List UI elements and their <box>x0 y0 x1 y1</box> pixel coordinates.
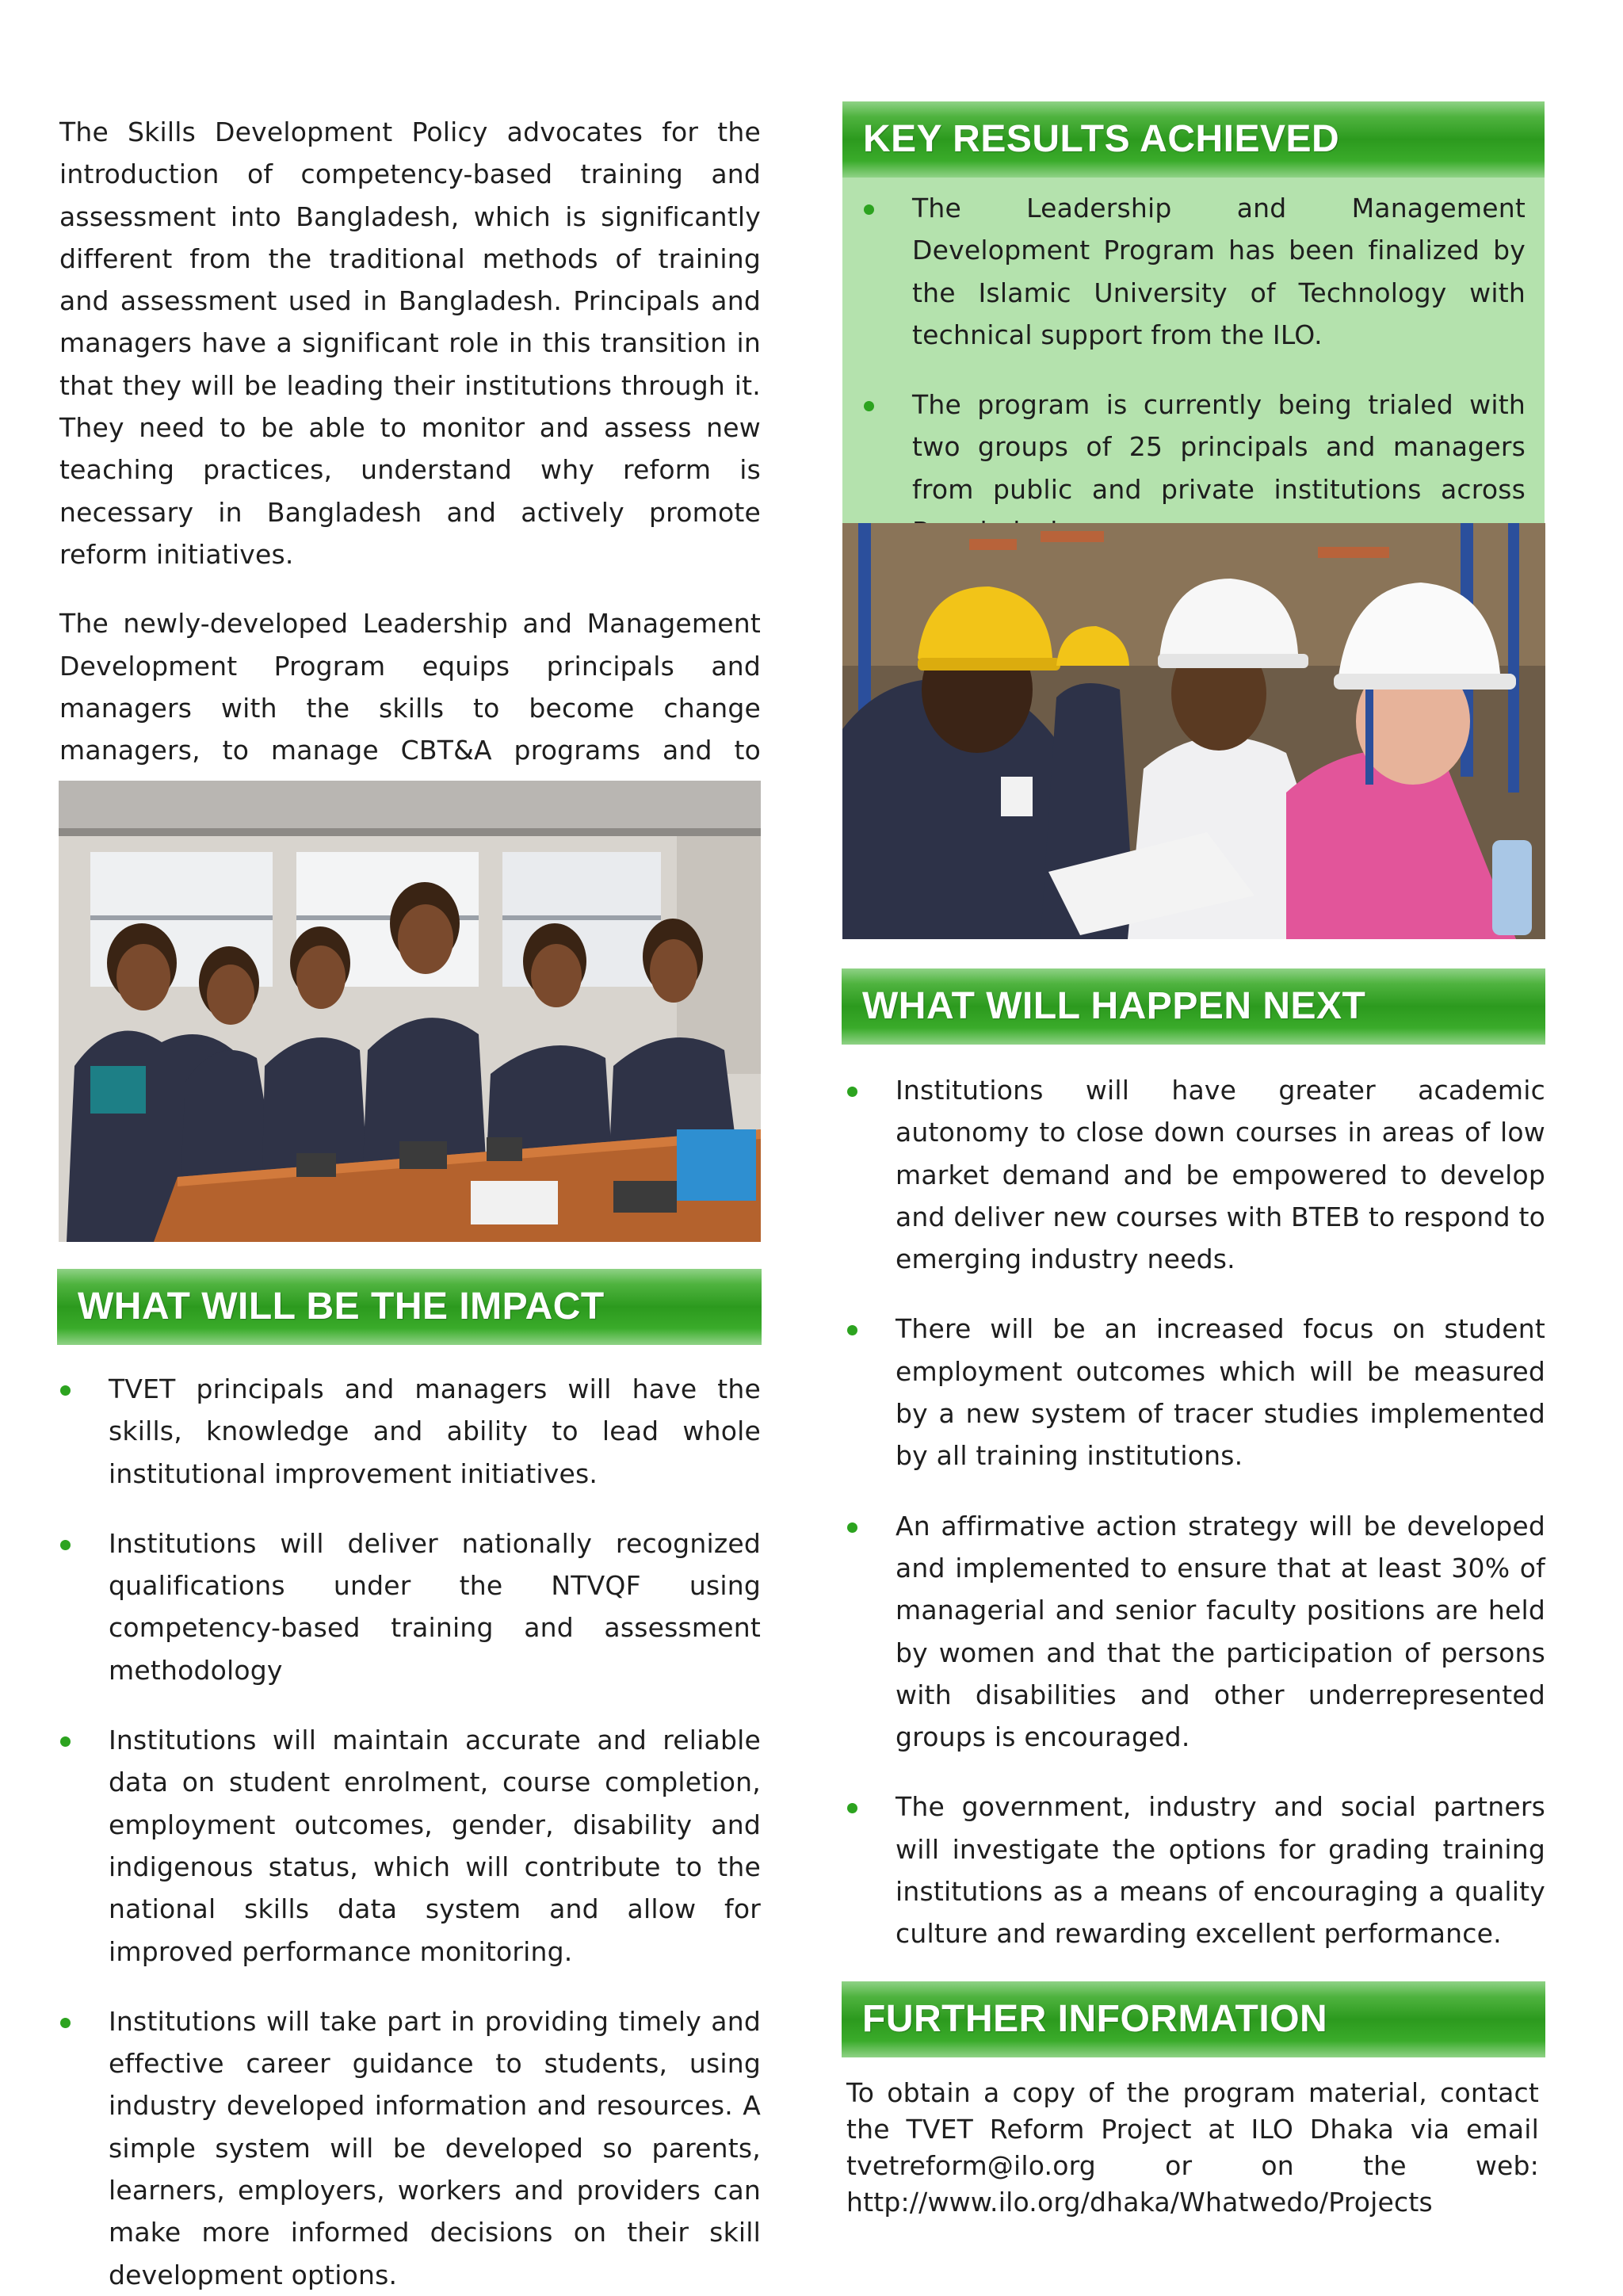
bullet-icon <box>60 1736 71 1747</box>
bullet-icon <box>60 1540 71 1550</box>
hard-hat-inspection-photo <box>842 523 1545 939</box>
students-workshop-photo <box>59 781 761 1242</box>
list-item: An affirmative action strategy will be developed and implemented to ensure that at least 30% of managerial and senior faculty positions are held by women and that the participation of persons with disabilities and other underrepresented groups is encouraged. <box>846 1505 1545 1759</box>
intro-section <box>59 111 761 814</box>
bullet-icon <box>864 204 874 215</box>
list-item: The government, industry and social partners will investigate the options for grading training institutions as a means of encouraging a quality culture and rewarding excellent performance. <box>846 1786 1545 1954</box>
bullet-icon <box>864 401 874 411</box>
intro-paragraph-2: The newly-developed Leadership and Management Development Program equips principals and managers with the skills to become change managers, to manage CBT&A programs and to <box>59 608 761 766</box>
bullet-icon <box>60 1385 71 1396</box>
list-item: The Leadership and Management Development Program has been finalized by the Islamic University of Technology with technical support from the ILO. <box>863 187 1526 356</box>
list-item: Institutions will deliver nationally recognized qualifications under the NTVQF using competency-based training and assessment methodology <box>59 1522 761 1691</box>
list-item: Institutions will have greater academic autonomy to close down courses in areas of low market demand and be empowered to develop and deliver new courses with BTEB to respond to emerging industry needs. <box>846 1069 1545 1280</box>
list-item: The program is currently being trialed with two groups of 25 principals and managers from public and private institutions across <box>863 384 1526 552</box>
bullet-icon <box>847 1087 857 1097</box>
further-info-text: To obtain a copy of the program material, contact the TVET Reform Project at ILO Dhaka via email tvetreform@ilo.org or on the web: http://www.ilo.org/dhaka/Whatwedo/Projects <box>846 2077 1539 2218</box>
bullet-icon <box>60 2018 71 2028</box>
further-info-heading: FURTHER INFORMATION <box>842 1981 1545 2057</box>
bullet-icon <box>847 1522 857 1533</box>
list-item: There will be an increased focus on student employment outcomes which will be measured by a new system of tracer studies implemented by all training institutions. <box>846 1308 1545 1477</box>
bullet-icon <box>847 1803 857 1813</box>
next-list <box>846 1069 1545 1955</box>
impact-heading: WHAT WILL BE THE IMPACT <box>57 1269 762 1345</box>
key-results-list <box>863 187 1526 552</box>
list-item: Institutions will maintain accurate and reliable data on student enrolment, course completion, employment outcomes, gender, disability and indigenous status, which will contribute to the national skills data system and allow for improved performance monitoring. <box>59 1719 761 1973</box>
bullet-icon <box>847 1325 857 1335</box>
key-results-heading: KEY RESULTS ACHIEVED <box>842 101 1545 178</box>
list-item: TVET principals and managers will have the skills, knowledge and ability to lead whole institutional improvement initiatives. <box>59 1368 761 1495</box>
list-item: Institutions will take part in providing timely and effective career guidance to students, using industry developed information and resources. A simple system will be developed so parents, learners, employers, workers and providers can make more informed decisions on their skill development options. <box>59 2000 761 2296</box>
intro-paragraph-1: The Skills Development Policy advocates for the introduction of competency-based training and assessment into Bangladesh, which is significantly different from the traditional methods of training and assessment used in Bangladesh. Principals and managers have a significant role in this transition in that they will be leading their institutions through it. They need to be able to monitor and assess new teaching practices, understand why reform is necessary in Bangladesh and actively promote reform initiatives. <box>59 117 761 570</box>
impact-list <box>59 1368 761 2296</box>
next-heading: WHAT WILL HAPPEN NEXT <box>842 968 1545 1045</box>
